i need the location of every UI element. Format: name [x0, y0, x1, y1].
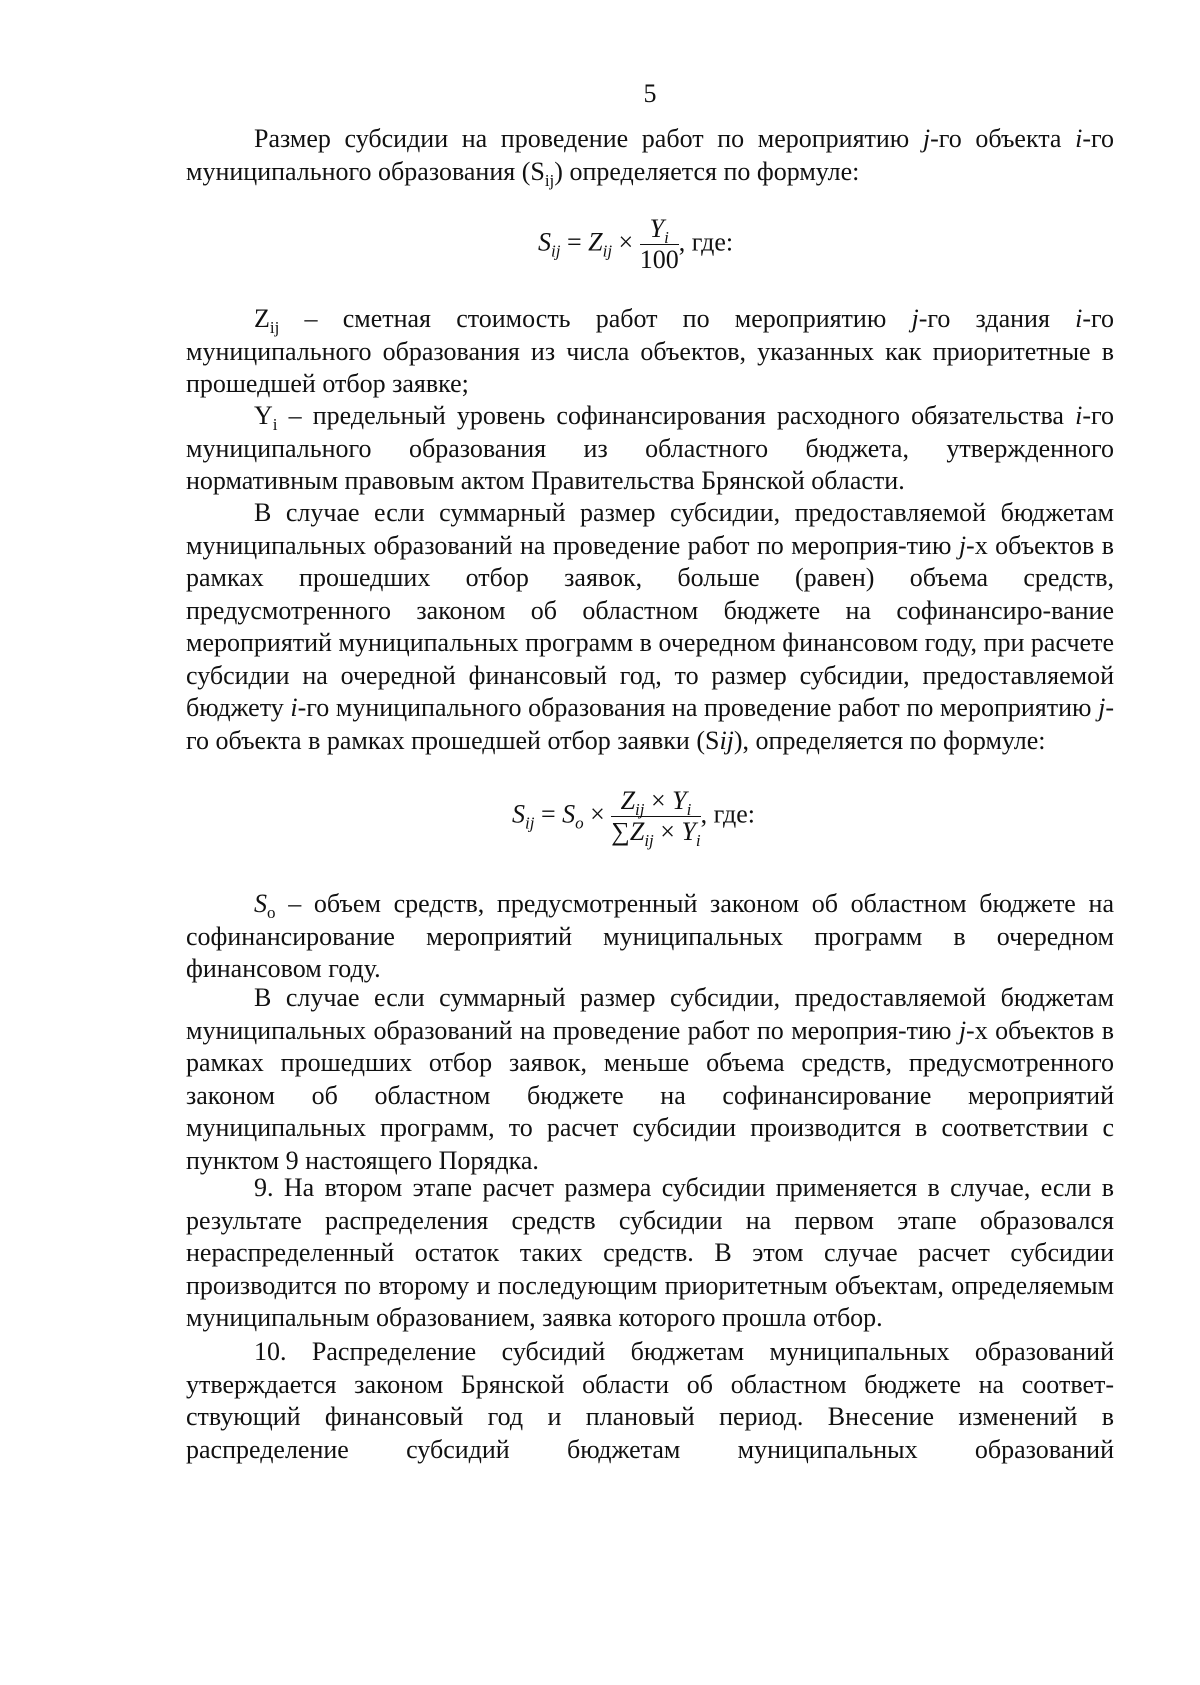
fraction: $\frac{Y_i}{100}$ [639, 214, 679, 274]
fraction: $\frac{Z_{ij} \times Y_i}{\sum Z_{ij} \times Y_i}$ [611, 786, 701, 850]
paragraph-subsidy-size: Размер субсидии на проведение работ по мероприятию j-го объекта i-го муниципального образования $(S_{ij})$ определяется по формуле: [186, 124, 1115, 190]
paragraph-10: 10. Распределение субсидий бюджетам муниципальных образований утверждается законом Брянской области об областном бюджете на соответ-ствующий финансовый год и плановый период. Внесение изменений в распределение субсидий бюджетам муниципальных образований [186, 1337, 1114, 1464]
paragraph-case-greater: В случае если суммарный размер субсидии, предоставляемой бюджетам муниципальных образований на проведение работ по мероприя-тию j-х объектов в рамках прошедших отбор заявок, больше (равен) объема средств, предусмотренного законом об областном бюджете на софинансиро-вание мероприятий муниципальных программ в очередном финансовом году, при расчете субсидии на очередной финансовый год, то размер субсидии, предоставляемой бюджету i-го муниципального образования на проведение работ по мероприятию j-го объекта в рамках прошедшей отбор заявки (Sij), определяется по формуле: [186, 498, 1115, 755]
definition-so: $S_o$ – объем средств, предусмотренный законом об областном бюджете на софинансирование мероприятий муниципальных программ в очередном финансовом году. [186, 889, 1114, 983]
paragraph-9: 9. На втором этапе расчет размера субсидии применяется в случае, если в результате распределения средств субсидии на первом этапе образовался нераспределенный остаток таких средств. В этом случае расчет субсидии производится по второму и последующим приоритетным объектам, определяемым муниципальным образованием, заявка которого прошла отбор. [186, 1173, 1114, 1332]
definition-yi: $Y_i$ – предельный уровень софинансирования расходного обязательства i-го муниципального образования из областного бюджета, утвержденного нормативным правовым актом Правительства Брянской области. [186, 401, 1114, 495]
formula-sij-basic: $S_{ij} = Z_{ij}$ × $\frac{Y_i}{100}$ , где: [538, 214, 734, 274]
page-number: 5 [643, 79, 657, 108]
definition-zij: $Z_{ij}$ – сметная стоимость работ по мероприятию j-го здания i-го муниципального образования из числа объектов, указанных как приоритетные в прошедшей отбор заявке; [186, 304, 1115, 398]
paragraph-case-less: В случае если суммарный размер субсидии, предоставляемой бюджетам муниципальных образований на проведение работ по мероприя-тию j-х объектов в рамках прошедших отбор заявок, меньше объема средств, предусмотренного законом об областном бюджете на софинансирование мероприятий муниципальных программ, то расчет субсидии производится в соответствии с пунктом 9 настоящего Порядка. [186, 983, 1114, 1175]
formula-sij-proportional: $S_{ij} = S_o$ × $\frac{Z_{ij} \times Y_i}{\sum Z_{ij} \times Y_i}$ , где: [512, 786, 756, 850]
